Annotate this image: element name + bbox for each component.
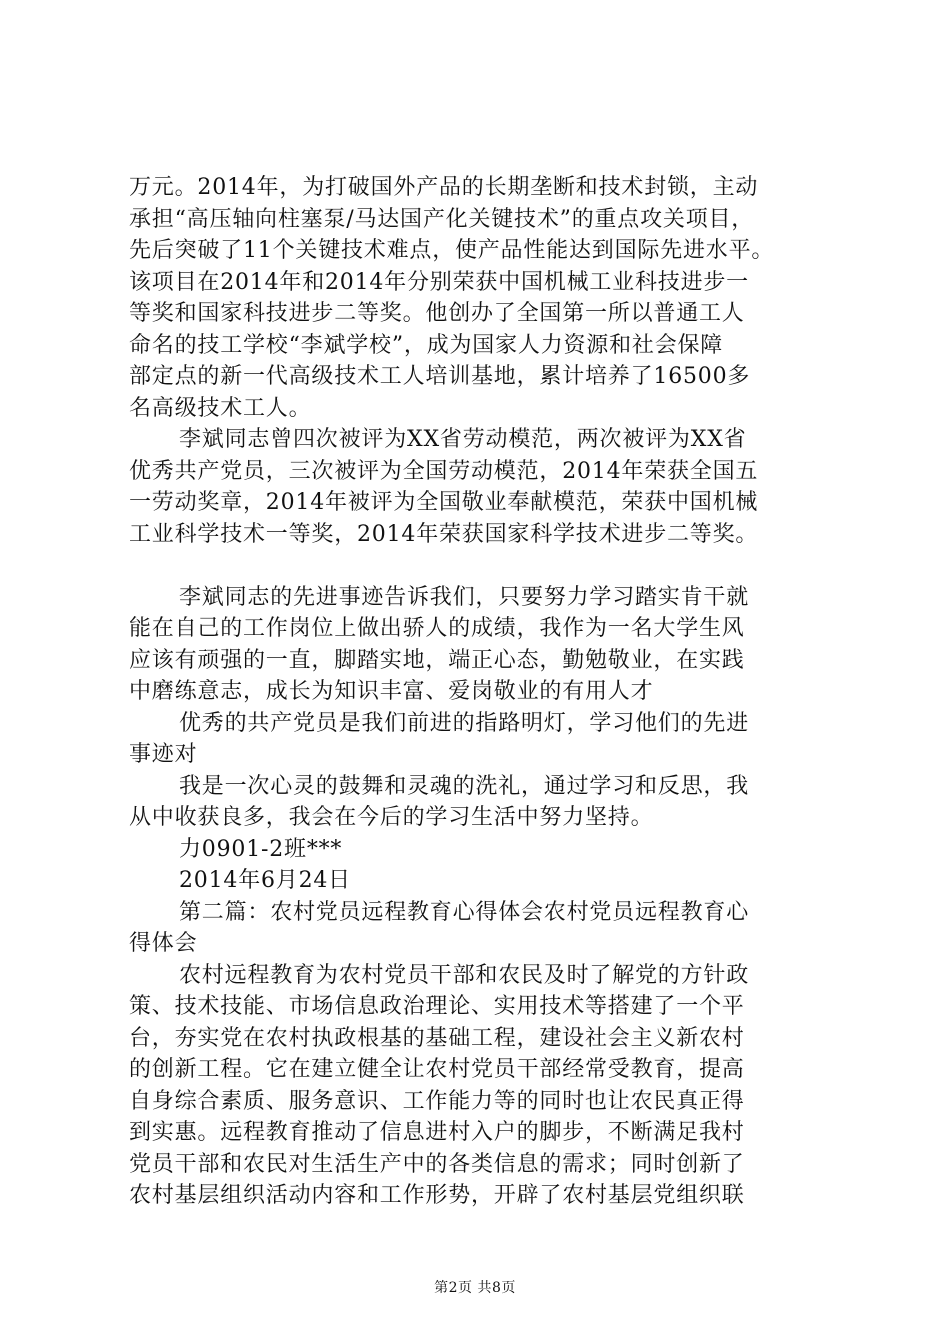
text-line: 应该有顽强的一直，脚踏实地，端正心态，勤勉敬业，在实践 <box>129 647 745 673</box>
text-line: 事迹对 <box>129 742 198 767</box>
text-line: 优秀共产党员，三次被评为全国劳动模范，2014年荣获全国五 <box>129 458 759 484</box>
text-line: 李斌同志的先进事迹告诉我们，只要努力学习踏实肯干就 <box>179 584 750 610</box>
text-line: 得体会 <box>129 931 198 956</box>
text-line: 第二篇：农村党员远程教育心得体会农村党员远程教育心 <box>179 899 750 925</box>
page-number-footer: 第2页 共8页 <box>434 1280 516 1296</box>
text-line: 部定点的新一代高级技术工人培训基地，累计培养了16500多 <box>129 364 751 389</box>
text-line: 农村基层组织活动内容和工作形势，开辟了农村基层党组织联 <box>129 1183 745 1208</box>
text-line: 自身综合素质、服务意识、工作能力等的同时也让农民真正得 <box>129 1088 745 1114</box>
text-line: 的创新工程。它在建立健全让农村党员干部经常受教育，提高 <box>129 1057 745 1082</box>
text-line: 该项目在2014年和2014年分别荣获中国机械工业科技进步一 <box>129 269 749 295</box>
text-line: 承担“高压轴向柱塞泵/马达国产化关键技术”的重点攻关项目， <box>129 206 755 232</box>
text-line: 台，夯实党在农村执政根基的基础工程，建设社会主义新农村 <box>129 1025 745 1051</box>
text-line: 先后突破了11个关键技术难点，使产品性能达到国际先进水平。 <box>129 238 775 263</box>
text-line: 到实惠。远程教育推动了信息进村入户的脚步，不断满足我村 <box>129 1120 745 1145</box>
text-line: 2014年6月24日 <box>179 868 351 893</box>
text-line: 工业科学技术一等奖，2014年荣获国家科学技术进步二等奖。 <box>129 521 759 547</box>
text-line: 我是一次心灵的鼓舞和灵魂的洗礼，通过学习和反思，我 <box>179 773 750 799</box>
text-line: 农村远程教育为农村党员干部和农民及时了解党的方针政 <box>179 962 750 988</box>
document-body <box>129 172 829 1212</box>
text-line: 命名的技工学校“李斌学校”，成为国家人力资源和社会保障 <box>129 332 724 358</box>
text-line: 万元。2014年，为打破国外产品的长期垄断和技术封锁，主动 <box>129 175 759 200</box>
text-line: 力0901-2班*** <box>179 836 343 862</box>
text-line: 中磨练意志，成长为知识丰富、爱岗敬业的有用人才 <box>129 679 654 704</box>
text-line: 等奖和国家科技进步二等奖。他创办了全国第一所以普通工人 <box>129 301 745 326</box>
text-line: 党员干部和农民对生活生产中的各类信息的需求；同时创新了 <box>129 1151 745 1177</box>
text-line: 能在自己的工作岗位上做出骄人的成绩，我作为一名大学生风 <box>129 616 745 641</box>
text-line: 优秀的共产党员是我们前进的指路明灯，学习他们的先进 <box>179 710 750 736</box>
text-line: 策、技术技能、市场信息政治理论、实用技术等搭建了一个平 <box>129 994 745 1019</box>
text-line: 名高级技术工人。 <box>129 395 312 421</box>
text-line: 从中收获良多，我会在今后的学习生活中努力坚持。 <box>129 805 654 830</box>
blank-line <box>129 550 829 582</box>
text-line: 一劳动奖章，2014年被评为全国敬业奉献模范，荣获中国机械 <box>129 490 759 515</box>
text-line: 李斌同志曾四次被评为XX省劳动模范，两次被评为XX省 <box>179 427 747 452</box>
